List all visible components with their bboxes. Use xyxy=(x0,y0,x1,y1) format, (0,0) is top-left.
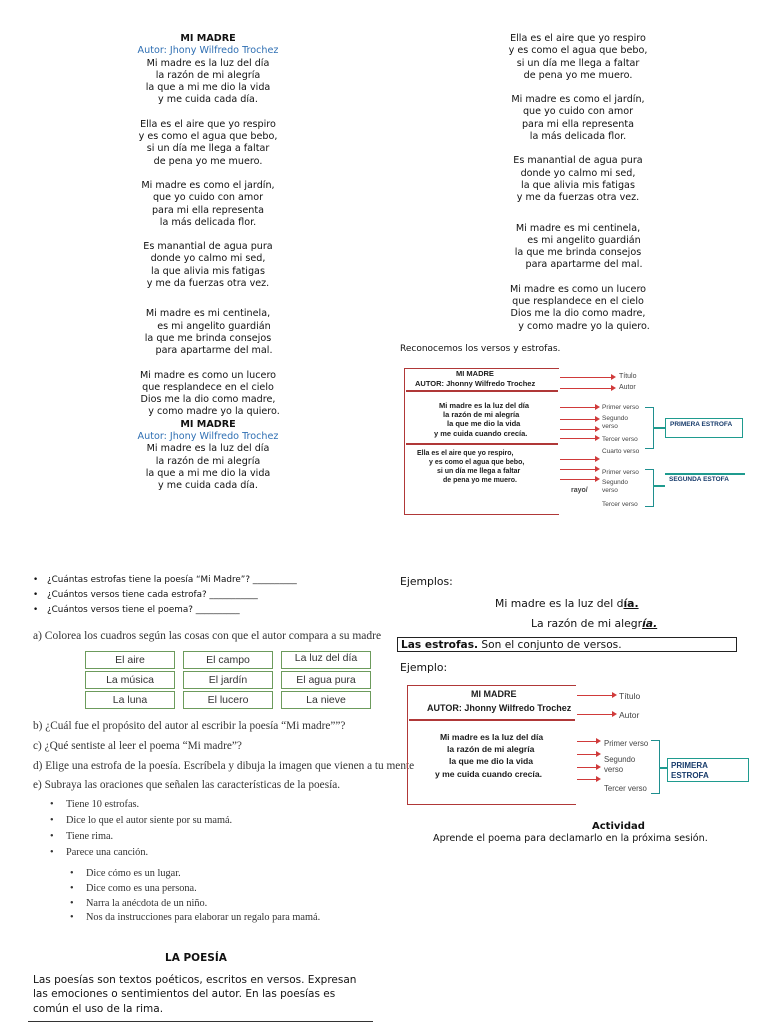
verse: y es como el agua que bebo, xyxy=(138,131,278,143)
verse: la que a mi me dio la vida xyxy=(145,82,271,94)
question-c: c) ¿Qué sentiste al leer el poema “Mi madre”? xyxy=(33,740,242,752)
example-heading: Ejemplo: xyxy=(400,661,448,674)
grid-cell[interactable]: La nieve xyxy=(281,691,371,709)
estrofas-definition xyxy=(397,637,737,652)
verse: Mi madre es mi centinela, xyxy=(515,222,641,234)
grid-cell[interactable]: El campo xyxy=(183,651,273,669)
verse: que resplandece en el cielo xyxy=(512,296,644,308)
label-verse: Cuarto verso xyxy=(602,448,640,455)
verse: y como madre yo la quiero. xyxy=(148,406,280,418)
example-text: La razón de mi alegr xyxy=(531,617,643,630)
verse: y es como el agua que bebo, xyxy=(508,45,648,57)
verse: para apartarme del mal. xyxy=(155,345,273,357)
poem-right xyxy=(478,33,678,333)
label-verse: Primer verso xyxy=(602,469,639,476)
rhyme-ending: ía. xyxy=(623,597,639,610)
example-text: Mi madre es la luz del d xyxy=(495,597,624,610)
verse: la que me brinda consejos xyxy=(144,332,272,344)
verse: Ella es el aire que yo respiro xyxy=(510,33,646,44)
list-item: • Tiene rima. xyxy=(48,829,232,845)
divider xyxy=(406,390,558,392)
list-item: • Nos da instrucciones para elaborar un regalo para mamá. xyxy=(68,911,320,926)
label-titulo: Título xyxy=(619,691,641,701)
verse: Mi madre es la luz del día xyxy=(146,443,270,455)
arrow xyxy=(560,388,612,389)
verse: Ella es el aire que yo respiro xyxy=(140,118,276,130)
example-verse-1 xyxy=(495,597,639,610)
connector xyxy=(665,473,745,475)
verse: y me da fuerzas otra vez. xyxy=(146,278,270,290)
label-verse: Segundo verso xyxy=(602,479,629,494)
verse: la más delicada flor. xyxy=(529,131,627,143)
label-verse: Tercer verso xyxy=(602,436,638,443)
activity-text: Aprende el poema para declamarlo en la próxima sesión. xyxy=(433,833,708,844)
stanza xyxy=(478,94,678,143)
poem-left xyxy=(108,33,308,493)
arrow xyxy=(577,779,597,780)
examples-heading: Ejemplos: xyxy=(400,575,453,588)
verse: y me cuida cada día. xyxy=(158,94,258,106)
verse: y me da fuerzas otra vez. xyxy=(516,192,640,204)
poem-author-repeat: Autor: Jhony Wilfredo Trochez xyxy=(137,431,279,443)
stanza-diagram xyxy=(405,683,753,805)
definition-text: Son el conjunto de versos. xyxy=(478,639,622,651)
label-autor: Autor xyxy=(619,384,636,391)
poem-title-repeat: MI MADRE xyxy=(180,418,236,430)
question: • ¿Cuántos versos tiene cada estrofa? ___________ xyxy=(33,588,297,603)
verse: para mi ella representa xyxy=(521,118,635,130)
example-verse-2 xyxy=(531,617,657,630)
verse-7: si un día me llega a faltar xyxy=(437,468,521,475)
verse: la más delicada flor. xyxy=(159,216,257,228)
verse: Mi madre es mi centinela, xyxy=(145,308,271,320)
question-list xyxy=(33,573,297,617)
reconocemos-caption: Reconocemos los versos y estrofas. xyxy=(400,344,561,354)
arrow xyxy=(577,741,597,742)
arrow xyxy=(560,469,596,470)
verse: la que me brinda consejos xyxy=(514,247,642,259)
label-verse: Tercer verso xyxy=(602,501,638,508)
verse-5: Ella es el aire que yo respiro, xyxy=(417,450,514,457)
arrow xyxy=(560,419,596,420)
label-verse: Tercer verso xyxy=(604,784,647,793)
arrow xyxy=(560,377,612,378)
verse: y como madre yo la quiero. xyxy=(518,320,650,332)
verse-8: de pena yo me muero. xyxy=(443,477,517,484)
arrow xyxy=(560,479,596,480)
grid-cell[interactable]: El agua pura xyxy=(281,671,371,689)
verse: la razón de mi alegría xyxy=(155,455,261,467)
verse: Dios me la dio como madre, xyxy=(510,308,646,320)
grid-cell[interactable]: La luz del día xyxy=(281,651,371,669)
question-e: e) Subraya las oraciones que señalen las características de la poesía. xyxy=(33,779,341,791)
question-d: d) Elige una estrofa de la poesía. Escríbela y dibuja la imagen que vienen a tu mente xyxy=(33,760,415,772)
divider xyxy=(28,1021,373,1022)
verse: si un día me llega a faltar xyxy=(146,143,270,155)
diagram-author: AUTOR: Jhonny Wilfredo Trochez xyxy=(415,379,536,388)
stanza xyxy=(108,241,308,290)
diagram-author: AUTOR: Jhonny Wilfredo Trochez xyxy=(427,703,572,713)
verse: la que alivia mis fatigas xyxy=(521,179,635,191)
verse: donde yo calmo mi sed, xyxy=(520,167,636,179)
verse-1: Mi madre es la luz del día xyxy=(439,401,530,410)
label-verse: Segundo verso xyxy=(602,415,629,430)
verse: para mi ella representa xyxy=(151,204,265,216)
label-autor: Autor xyxy=(619,710,640,720)
verse: Es manantial de agua pura xyxy=(513,155,643,167)
connector xyxy=(653,427,665,429)
first-stanza-label: PRIMERA ESTROFA xyxy=(671,761,709,780)
arrow xyxy=(577,754,597,755)
question: • ¿Cuántas estrofas tiene la poesía “Mi Madre”? __________ xyxy=(33,573,297,588)
arrow xyxy=(577,695,613,696)
rhyme-ending: ía. xyxy=(642,617,658,630)
definition-term: Las estrofas. xyxy=(401,639,479,651)
stanza xyxy=(108,119,308,168)
diagram-title: MI MADRE xyxy=(471,689,517,699)
characteristics-list-1 xyxy=(48,797,232,861)
verse: donde yo calmo mi sed, xyxy=(150,253,266,265)
verse: que yo cuido con amor xyxy=(522,106,634,118)
list-item: • Dice cómo es un lugar. xyxy=(68,867,320,882)
grid-cell[interactable]: El lucero xyxy=(183,691,273,709)
grid-cell[interactable]: El aire xyxy=(85,651,175,669)
verse: de pena yo me muero. xyxy=(523,69,633,81)
characteristics-list-2 xyxy=(68,867,320,926)
verse-stanza-diagram xyxy=(401,363,746,513)
divider xyxy=(409,719,575,721)
verse: de pena yo me muero. xyxy=(153,155,263,167)
verse: si un día me llega a faltar xyxy=(516,57,640,69)
question-b: b) ¿Cuál fue el propósito del autor al escribir la poesía “Mi madre””? xyxy=(33,720,346,732)
stanza xyxy=(478,33,678,82)
poem-author: Autor: Jhony Wilfredo Trochez xyxy=(137,45,279,57)
verse-1: Mi madre es la luz del día xyxy=(440,732,544,742)
first-stanza-label: PRIMERA ESTROFA xyxy=(670,421,733,428)
verse: Mi madre es la luz del día xyxy=(146,57,270,69)
label-verse: Primer verso xyxy=(604,739,649,748)
connector xyxy=(653,485,665,487)
label-titulo: Título xyxy=(619,373,637,380)
verse: Mi madre es como un lucero xyxy=(139,369,277,381)
arrow xyxy=(560,429,596,430)
verse-2: la razón de mi alegría xyxy=(443,410,520,419)
verse-3: la que me dio la vida xyxy=(447,419,521,428)
verse: es mi angelito guardián xyxy=(527,234,641,246)
second-stanza-label: SEGUNDA ESTOFA xyxy=(669,476,729,483)
label-verse: Primer verso xyxy=(602,404,639,411)
stanza xyxy=(478,223,678,272)
list-item: • Parece una canción. xyxy=(48,845,232,861)
arrow xyxy=(577,767,597,768)
verse: para apartarme del mal. xyxy=(525,259,643,271)
grid-cell[interactable]: La luna xyxy=(85,691,175,709)
activity-heading: Actividad xyxy=(592,821,645,832)
verse: es mi angelito guardián xyxy=(157,320,271,332)
arrow xyxy=(560,407,596,408)
verse: que resplandece en el cielo xyxy=(142,381,274,393)
poesia-definition: Las poesías son textos poéticos, escritos en versos. Expresan las emociones o sentimientos del autor. En las poesías es común el uso de la rima. xyxy=(33,974,357,1015)
arrow xyxy=(560,459,596,460)
list-item: • Tiene 10 estrofas. xyxy=(48,797,232,813)
rhyme-note: rayo/ xyxy=(571,487,588,494)
activity-a: a) Colorea los cuadros según las cosas con que el autor compara a su madre xyxy=(33,630,382,642)
question: • ¿Cuántos versos tiene el poema? __________ xyxy=(33,603,297,618)
stanza xyxy=(108,58,308,107)
verse-4: y me cuida cuando crecía. xyxy=(434,429,528,438)
list-item: • Dice lo que el autor siente por su mamá. xyxy=(48,813,232,829)
arrow xyxy=(577,714,613,715)
verse: Dios me la dio como madre, xyxy=(140,394,276,406)
grid-cell[interactable]: El jardín xyxy=(183,671,273,689)
list-item: • Dice como es una persona. xyxy=(68,882,320,897)
verse: la que a mi me dio la vida xyxy=(145,467,271,479)
verse: Es manantial de agua pura xyxy=(143,241,273,253)
first-stanza-box xyxy=(665,418,743,438)
verse: Mi madre es como el jardín, xyxy=(511,94,645,106)
first-stanza-box xyxy=(667,758,749,782)
verse: Mi madre es como un lucero xyxy=(509,283,647,295)
stanza xyxy=(478,155,678,204)
stanza xyxy=(108,180,308,229)
verse-6: y es como el agua que bebo, xyxy=(429,459,525,466)
stanza xyxy=(478,284,678,333)
verse-3: la que me dio la vida xyxy=(449,756,534,766)
verse: la que alivia mis fatigas xyxy=(151,265,265,277)
list-item: • Narra la anécdota de un niño. xyxy=(68,897,320,912)
stanza xyxy=(108,308,308,357)
arrow xyxy=(560,438,596,439)
verse-4: y me cuida cuando crecía. xyxy=(435,769,542,779)
label-verse: Segundo verso xyxy=(604,755,636,774)
divider xyxy=(406,443,558,445)
stanza xyxy=(108,370,308,419)
verse: Mi madre es como el jardín, xyxy=(141,179,275,191)
grid-cell[interactable]: La música xyxy=(85,671,175,689)
verse-2: la razón de mi alegría xyxy=(447,744,535,754)
verse: la razón de mi alegría xyxy=(155,69,261,81)
diagram-title: MI MADRE xyxy=(456,369,494,378)
verse: que yo cuido con amor xyxy=(152,192,264,204)
connector xyxy=(659,767,667,769)
stanza-brace xyxy=(645,469,654,507)
verse: y me cuida cada día. xyxy=(158,480,258,492)
poesia-heading: LA POESÍA xyxy=(165,952,227,964)
poem-title: MI MADRE xyxy=(180,33,236,44)
